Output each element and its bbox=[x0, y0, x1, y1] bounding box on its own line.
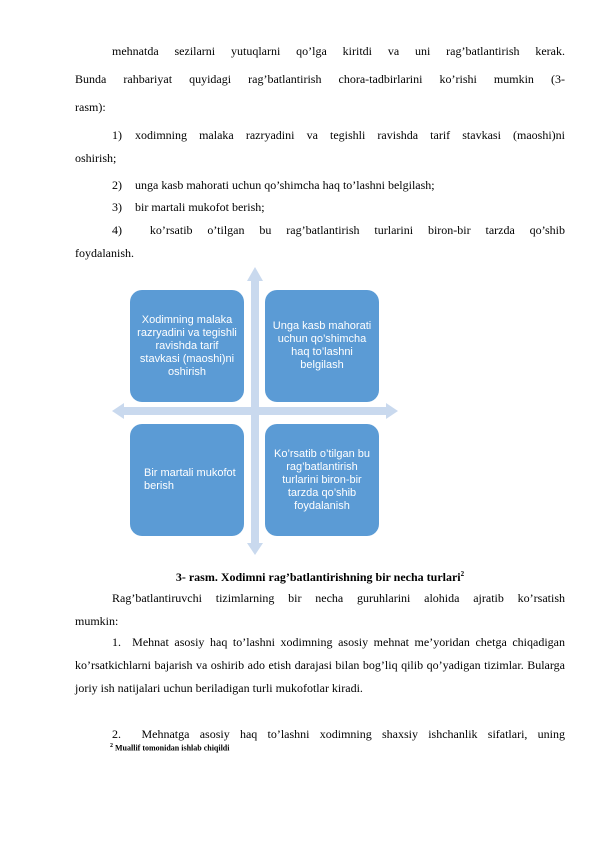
paragraph-intro-line2: Bunda rahbariyat quyidagi rag’batlantirish chora-tadbirlarini ko’rishi mumkin (3- bbox=[75, 72, 565, 86]
list-item-1 bbox=[75, 124, 565, 146]
list-item-text: Mehnat asosiy haq to’lashni xodimning asosiy mehnat me’yoridan chetga chiqadigan ko’rsatkichlarni bajarish va oshirib ado etish darajasi bilan bog’liq qilib qo’yadigan tizimlar. Bularga joriy ish natijalari uchun beriladigan turli mukofotlar kiradi. bbox=[75, 635, 565, 695]
list-item-text: bir martali mukofot berish; bbox=[135, 200, 265, 214]
diagram-box-bottom-left: Bir martali mukofot berish bbox=[130, 424, 244, 536]
figure-caption bbox=[75, 566, 565, 585]
list-item-2 bbox=[75, 174, 565, 196]
list-item-text: ko’rsatib o’tilgan bu rag’batlantirish turlarini biron-bir tarzda qo’shib bbox=[135, 223, 565, 237]
list-item-number: 1) bbox=[112, 128, 122, 142]
footnote-text: Muallif tomonidan ishlab chiqildi bbox=[115, 743, 230, 753]
footnote-number: 2 bbox=[110, 743, 113, 749]
paragraph-intro-line3: rasm): bbox=[75, 100, 106, 114]
list-item-4-continuation: foydalanish. bbox=[75, 246, 134, 260]
list-item-4 bbox=[75, 219, 565, 241]
paragraph-groups-line2: mumkin: bbox=[75, 614, 119, 628]
paragraph-groups-line1: Rag’batlantiruvchi tizimlarning bir necha guruhlarini alohida ajratib ko’rsatish bbox=[112, 591, 565, 605]
list-item-text: unga kasb mahorati uchun qo’shimcha haq to’lashni belgilash; bbox=[135, 178, 435, 192]
list-item-1-continuation: oshirish; bbox=[75, 151, 117, 165]
list-item-number: 4) bbox=[112, 223, 122, 237]
matrix-diagram bbox=[110, 265, 400, 557]
list-item-text: Mehnatga asosiy haq to’lashni xodimning shaxsiy ishchanlik sifatlari, uning bbox=[141, 727, 565, 741]
diagram-box-top-right: Unga kasb mahorati uchun qo’shimcha haq to’lashni belgilash bbox=[265, 290, 379, 402]
list-item-number: 3) bbox=[112, 200, 122, 214]
diagram-box-bottom-right: Ko’rsatib o’tilgan bu rag’batlantirish turlarini biron-bir tarzda qo’shib foydalanish bbox=[265, 424, 379, 536]
list-item-text: xodimning malaka razryadini va tegishli ravishda tarif stavkasi (maoshi)ni bbox=[135, 128, 565, 142]
footnote bbox=[110, 741, 229, 754]
list-item-number: 1. bbox=[112, 635, 121, 649]
paragraph-intro-line1: mehnatda sezilarni yutuqlarni qo’lga kiritdi va uni rag’batlantirish kerak. bbox=[112, 44, 565, 58]
diagram-box-top-left: Xodimning malaka razryadini va tegishli ravishda tarif stavkasi (maoshi)ni oshirish bbox=[130, 290, 244, 402]
list-item-3 bbox=[75, 196, 565, 218]
list-item-number: 2) bbox=[112, 178, 122, 192]
footnote-reference: 2 bbox=[460, 570, 465, 578]
list2-item-1 bbox=[75, 631, 565, 700]
figure-caption-text: 3- rasm. Xodimni rag’batlantirishning bir necha turlari bbox=[175, 570, 461, 584]
list-item-number: 2. bbox=[112, 727, 121, 741]
